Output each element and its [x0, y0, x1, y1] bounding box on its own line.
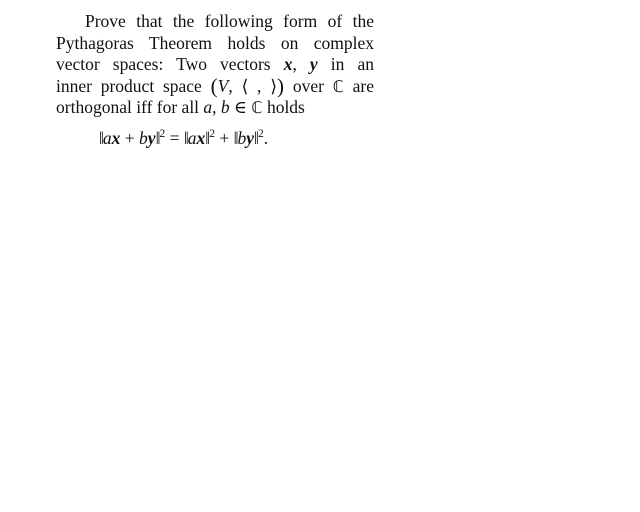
exponent: 2 — [209, 128, 215, 140]
scalar-a: a — [203, 97, 213, 118]
vector-y: y — [147, 128, 156, 148]
scalar-b: b — [237, 128, 247, 148]
vector-y: y — [309, 54, 318, 75]
problem-text: in an — [317, 54, 374, 75]
problem-text: vector spaces: Two vectors — [56, 54, 284, 75]
norm-bar: ‖ — [155, 128, 160, 148]
problem-text: , — [212, 97, 221, 118]
norm-bar: ‖ — [99, 128, 103, 148]
paren-open: ( — [210, 73, 218, 98]
vector-y: y — [246, 128, 255, 148]
scalar-b: b — [220, 97, 230, 118]
element-of-symbol: ∈ — [229, 97, 252, 118]
complex-field-symbol: ℂ — [332, 76, 344, 96]
problem-text: , — [292, 54, 310, 75]
problem-text: holds — [262, 97, 305, 118]
norm-bar: ‖ — [254, 128, 258, 148]
inner-product-symbol: , ⟨ , ⟩ — [228, 75, 278, 96]
problem-line-4 — [56, 73, 374, 98]
exponent: 2 — [257, 128, 264, 140]
problem-line-3 — [56, 54, 374, 76]
problem-text: are — [343, 75, 374, 96]
problem-statement — [56, 11, 374, 119]
norm-bar: ‖ — [205, 128, 210, 148]
scalar-a: a — [102, 128, 112, 148]
period: . — [263, 128, 269, 148]
vector-x: x — [283, 54, 293, 75]
vector-x: x — [111, 128, 121, 148]
problem-line-2 — [56, 33, 374, 55]
norm-bar: ‖ — [233, 128, 238, 148]
norm-bar: ‖ — [183, 128, 188, 148]
problem-text: over — [284, 75, 333, 96]
problem-line-1 — [56, 11, 374, 33]
plus-sign: + — [214, 128, 234, 148]
exponent: 2 — [159, 128, 166, 140]
complex-field-symbol: ℂ — [251, 98, 263, 118]
problem-text: orthogonal iff for all — [56, 97, 204, 118]
scalar-b: b — [139, 128, 148, 148]
pythagoras-equation — [99, 126, 268, 150]
problem-text: inner product space — [56, 75, 211, 96]
space-v: V — [217, 75, 229, 96]
problem-text: Pythagoras Theorem holds on complex — [56, 32, 374, 53]
plus-sign: + — [120, 128, 140, 148]
problem-text: Prove that the following form of the — [85, 11, 374, 31]
paren-close: ) — [277, 73, 285, 98]
equals-sign: = — [165, 128, 184, 148]
scalar-a: a — [187, 128, 197, 148]
vector-x: x — [196, 128, 206, 148]
problem-line-5 — [56, 97, 374, 119]
